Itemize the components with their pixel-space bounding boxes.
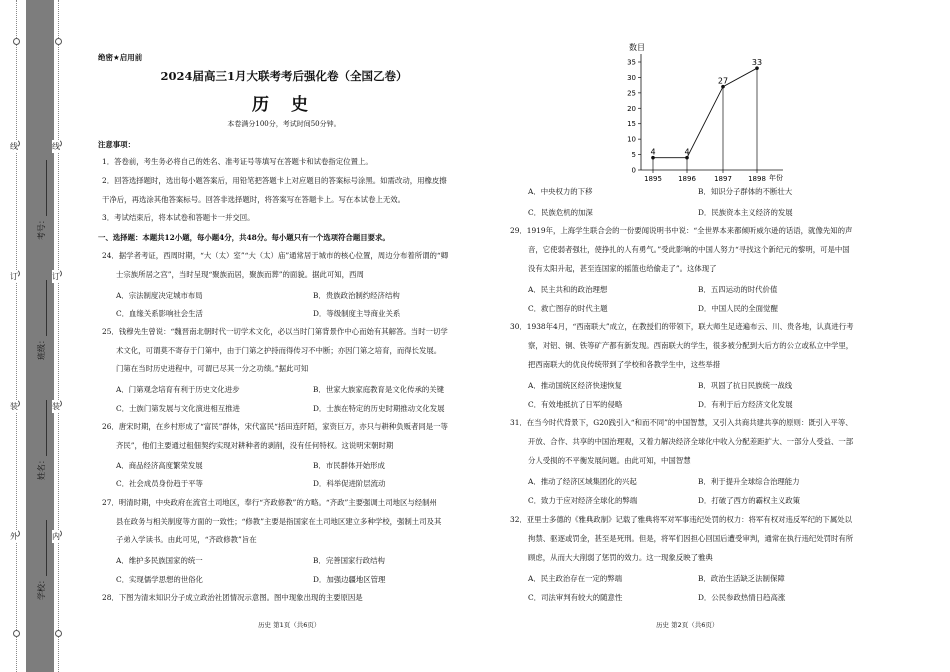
question-stem: 25．钱穆先生曾说：“魏晋南北朝时代一切学术文化，必以当时门第背景作中心而始有其解答。当时一切学: [102, 327, 448, 336]
answer-option[interactable]: B．完善国家行政结构: [313, 556, 385, 565]
binding-hole: [13, 630, 20, 637]
question-stem: 门第在当时历史进程中，可谓已尽其一分之功绩。”据此可知: [116, 364, 309, 373]
exam-id-field[interactable]: 考号：: [36, 160, 47, 240]
answer-option[interactable]: C．社会成员身份趋于平等: [116, 479, 203, 488]
binding-char: 外: [10, 532, 18, 541]
note-item: 2．回答选择题时，选出每小题答案后，用铅笔把答题卡上对应题目的答案标号涂黑。如需改动，用橡皮擦: [102, 176, 447, 185]
y-tick-label: 20: [627, 104, 636, 113]
secret-label: 绝密★启用前: [98, 53, 143, 62]
y-tick-label: 0: [631, 166, 636, 175]
binding-dotted-line-outer: [16, 0, 17, 672]
y-tick-label: 10: [627, 135, 636, 144]
question-stem: 术文化，可谓莫不寄存于门第中，由于门第之护持而得传习不中断；亦因门第之培育，而得长发展。: [116, 346, 442, 355]
score-line: 本卷满分100分，考试时间50分钟。: [227, 120, 341, 128]
answer-option[interactable]: C．士族门第发展与文化演进相互推进: [116, 404, 240, 413]
question-stem: 24．据学者考证，西周时期，“大（太）室”“大（太）庙”通常居于城市的核心位置，周边分布着所谓的“卿: [102, 251, 449, 260]
question-stem: 29．1919年，上海学生联合会的一份要闻说明书中说：“全世界本来都倾听威尔逊的话语，就像先知的声: [510, 226, 853, 235]
answer-option[interactable]: B．贵族政治制约经济结构: [313, 291, 400, 300]
answer-option[interactable]: A．维护多民族国家的统一: [116, 556, 203, 565]
page-footer: 历史 第1页（共6页）: [258, 621, 321, 629]
question-stem: 子弟入学读书。由此可见，“齐政修教”旨在: [116, 535, 257, 544]
answer-option[interactable]: D．有利于后方经济文化发展: [698, 400, 793, 409]
y-tick-label: 5: [631, 151, 636, 160]
question-stem: 开放、合作、共享的中国治理观，又着力解决经济全球化中收入分配差距扩大、一部分人受益、一部: [528, 437, 854, 446]
question-stem: 没有太阳升起，甚至连国家的摇篮也给偷走了”。这体现了: [528, 264, 717, 273]
answer-option[interactable]: D．打破了西方的霸权主义政策: [698, 496, 801, 505]
answer-option[interactable]: D．科举促进阶层流动: [313, 479, 386, 488]
binding-char: 内: [52, 532, 60, 541]
question-stem: 32．亚里士多德的《雅典政制》记载了雅典将军对军事违纪处罚的权力：将军有权对违反军纪的下属处以: [510, 515, 852, 524]
answer-option[interactable]: B．巩固了抗日民族统一战线: [698, 381, 793, 390]
series-line: [653, 68, 757, 157]
answer-option[interactable]: B．五四运动的时代价值: [698, 285, 778, 294]
answer-option[interactable]: A．中央权力的下移: [528, 187, 593, 196]
x-axis-label: 年份: [769, 174, 783, 182]
binding-char: 线: [10, 142, 18, 151]
binding-char: 线: [52, 142, 60, 151]
question-stem: 顾虑，从而大大削弱了惩罚的效力。这一现象反映了雅典: [528, 553, 713, 562]
binding-hole: [55, 630, 62, 637]
answer-option[interactable]: A．门第观念培育有利于历史文化进步: [116, 385, 240, 394]
answer-option[interactable]: B．世家大族家庭教育是文化传承的关键: [313, 385, 445, 394]
answer-option[interactable]: C．救亡图存的时代主题: [528, 304, 608, 313]
class-field[interactable]: 班级：: [36, 280, 47, 360]
x-tick-label: 1895: [644, 175, 662, 183]
section-heading: 一、选择题：本题共12小题，每小题4分，共48分。每小题只有一个选项符合题目要求。: [98, 233, 390, 242]
notes-heading: 注意事项：: [98, 140, 135, 149]
data-label: 4: [684, 147, 690, 157]
answer-option[interactable]: A．民主共和的政治理想: [528, 285, 608, 294]
note-item: 干净后，再选涂其他答案标号。回答非选择题时，将答案写在答题卡上。写在本试卷上无效。: [102, 195, 406, 204]
answer-option[interactable]: A．民主政治存在一定的弊端: [528, 574, 623, 583]
answer-option[interactable]: D．加强边疆地区管理: [313, 575, 386, 584]
question-stem: 察，对铝、铜、铁等矿产都有新发现。西南联大的学生，很多被分配到大后方的公立或私立中学里，: [528, 341, 854, 350]
society-count-chart: [605, 40, 805, 185]
subject-title: 历 史: [252, 95, 316, 115]
answer-option[interactable]: D．中国人民的全面觉醒: [698, 304, 778, 313]
note-item: 1．答卷前，考生务必将自己的姓名、准考证号等填写在答题卡和试卷指定位置上。: [102, 157, 373, 166]
exam-title: 2024届高三1月大联考考后强化卷（全国乙卷）: [160, 69, 408, 83]
answer-option[interactable]: D．士族在特定的历史时期推动文化发展: [313, 404, 445, 413]
question-stem: 28．下图为清末知识分子成立政治社团情况示意图。图中现象出现的主要原因是: [102, 593, 363, 602]
x-tick-label: 1897: [714, 175, 732, 183]
binding-dotted-line-inner: [58, 0, 59, 672]
data-label: 27: [717, 76, 729, 86]
answer-option[interactable]: B．利于提升全球综合治理能力: [698, 477, 800, 486]
binding-char: 订: [10, 272, 18, 281]
answer-option[interactable]: C．血缘关系影响社会生活: [116, 309, 203, 318]
question-stem: 把西南联大的优良传统带到了学校和各教学生中，这些举措: [528, 360, 721, 369]
answer-option[interactable]: A．推动国统区经济快速恢复: [528, 381, 623, 390]
answer-option[interactable]: D．等级制度主导商业关系: [313, 309, 401, 318]
question-stem: 音，它使弱者强壮，使挣扎的人有勇气。”受此影响的中国人努力“寻找这个新纪元的黎明，可是中国: [528, 245, 850, 254]
answer-option[interactable]: C．有效地抵抗了日军的侵略: [528, 400, 623, 409]
binding-char: 装: [52, 402, 60, 411]
answer-option[interactable]: C．民族危机的加深: [528, 208, 593, 217]
answer-option[interactable]: B．政治生活缺乏法制保障: [698, 574, 785, 583]
data-label: 33: [751, 58, 763, 68]
answer-option[interactable]: C．司法审判有较大的随意性: [528, 593, 623, 602]
question-stem: 30．1938年4月，“西南联大”成立，在教授们的带领下，联大师生足迹遍布云、川、贵各地，认真进行考: [510, 322, 854, 331]
answer-option[interactable]: D．公民参政热情日趋高涨: [698, 593, 786, 602]
page-footer: 历史 第2页（共6页）: [656, 621, 719, 629]
answer-option[interactable]: A．商品经济高度繁荣发展: [116, 461, 203, 470]
binding-hole: [13, 38, 20, 45]
question-stem: 27．明清时期，中央政府在流官土司地区，奉行“齐政修教”的方略。“齐政”主要强调土司地区与经制州: [102, 498, 437, 507]
name-field[interactable]: 姓名：: [36, 400, 47, 480]
y-axis-label: 数目: [629, 43, 645, 52]
question-stem: 拘禁、驱逐或罚金，甚至是死刑。但是，将军们因担心回国后遭受审判，通常在执行违纪处罚时有所: [528, 534, 854, 543]
answer-option[interactable]: C．实现儒学思想的世俗化: [116, 575, 203, 584]
data-label: 4: [650, 147, 656, 157]
note-item: 3．考试结束后，将本试卷和答题卡一并交回。: [102, 213, 255, 222]
binding-hole: [55, 38, 62, 45]
y-tick-label: 25: [627, 89, 636, 98]
question-stem: 士宗族所居之宫”，当时呈现“聚族而居，聚族而葬”的面貌。据此可知，西周: [116, 270, 364, 279]
answer-option[interactable]: B．市民群体开始形成: [313, 461, 385, 470]
x-tick-label: 1898: [748, 175, 766, 183]
question-stem: 26．唐宋时期，在乡村形成了“富民”群体，宋代富民“括田连阡陌，家资巨万，亦只与耕种负贩者同是一等: [102, 422, 448, 431]
answer-option[interactable]: A．宗法制度决定城市布局: [116, 291, 203, 300]
answer-option[interactable]: C．致力于应对经济全球化的弊端: [528, 496, 638, 505]
question-stem: 县在政务与相关制度等方面的一致性；“修教”主要是指国家在土司地区建立多种学校，强制土司及其: [116, 517, 442, 526]
y-tick-label: 15: [627, 120, 636, 129]
x-tick-label: 1896: [678, 175, 696, 183]
answer-option[interactable]: A．推动了经济区域集团化的兴起: [528, 477, 637, 486]
question-stem: 齐民”，他们主要通过租佃契约实现对耕种者的剥削，没有任何特权。这说明宋朝时期: [116, 441, 394, 450]
question-stem: 分人受损的不平衡发展问题。由此可知，中国智慧: [528, 456, 691, 465]
y-tick-label: 30: [627, 73, 636, 82]
answer-option[interactable]: D．民族资本主义经济的发展: [698, 208, 793, 217]
answer-option[interactable]: B．知识分子群体的不断壮大: [698, 187, 793, 196]
y-tick-label: 35: [627, 58, 636, 67]
question-stem: 31．在当今时代背景下，G20践引入“和而不同”的中国智慧，又引入共商共建共享的原则：既引入平等、: [510, 418, 853, 427]
school-field[interactable]: 学校：: [36, 520, 47, 600]
binding-char: 装: [10, 402, 18, 411]
binding-char: 订: [52, 272, 60, 281]
